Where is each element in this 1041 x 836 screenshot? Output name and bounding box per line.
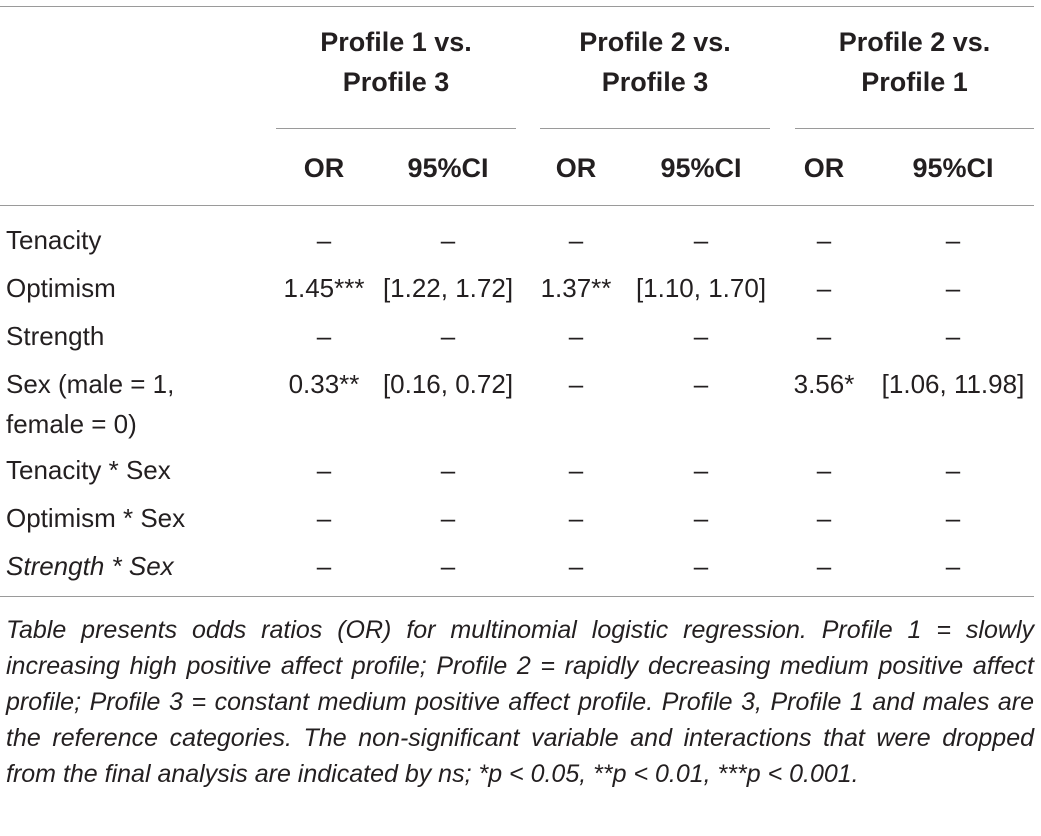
table-cell: – [440,225,456,255]
table-cell: [1.22, 1.72] [382,273,514,303]
row-label: Strength * Sex [6,551,174,581]
table-cell: – [945,503,961,533]
row-label: Tenacity * Sex [6,455,171,485]
row-label: Optimism * Sex [6,503,186,533]
table-cell: – [568,321,584,351]
table-cell: – [816,225,832,255]
subheader-or-3: OR [803,153,845,183]
table-cell: 1.37** [540,273,612,303]
subheader-ci-2: 95%CI [660,153,742,183]
table-cell: – [568,551,584,581]
table-cell: – [693,369,709,399]
table-cell: [1.10, 1.70] [635,273,767,303]
table-cell: – [316,551,332,581]
table-cell: – [945,225,961,255]
group-underline-2 [540,128,770,129]
table-cell: – [316,455,332,485]
table-cell: – [316,503,332,533]
table-cell: – [693,455,709,485]
table-cell: – [440,455,456,485]
row-label: Optimism [6,273,116,303]
group-header-line: Profile 1 [861,67,968,97]
table-top-rule [0,6,1034,7]
table-cell: – [568,455,584,485]
table-cell: – [945,455,961,485]
row-label [6,364,174,444]
group-underline-3 [795,128,1034,129]
subheader-or-2: OR [555,153,597,183]
group-header-line: Profile 2 vs. [838,27,991,57]
table-cell: – [816,455,832,485]
table-cell: – [440,503,456,533]
subheader-ci-3: 95%CI [912,153,994,183]
table-cell: – [693,551,709,581]
table-cell: – [816,503,832,533]
table-cell: [1.06, 11.98] [881,369,1025,399]
table-cell: – [316,321,332,351]
header-bottom-rule [0,205,1034,206]
group-header-profile1-vs-profile3 [276,22,516,102]
subheader-ci-1: 95%CI [407,153,489,183]
table-cell: – [693,321,709,351]
table-cell: – [316,225,332,255]
table-cell: – [945,321,961,351]
row-label: Tenacity [6,225,102,255]
group-header-line: Profile 3 [601,67,709,97]
group-header-line: Profile 3 [342,67,450,97]
row-label: Strength [6,321,105,351]
table-cell: – [568,369,584,399]
table-cell: – [816,273,832,303]
table-cell: [0.16, 0.72] [382,369,514,399]
table-cell: – [568,225,584,255]
group-header-line: Profile 2 vs. [579,27,731,57]
row-label-line: female = 0) [6,409,137,439]
group-header-profile2-vs-profile3 [540,22,770,102]
table-cell: – [945,273,961,303]
group-underline-1 [276,128,516,129]
group-header-profile2-vs-profile1 [795,22,1034,102]
table-cell: – [693,503,709,533]
table-cell: – [568,503,584,533]
row-label-line: Sex (male = 1, [6,369,175,399]
table-footnote: Table presents odds ratios (OR) for multinomial logistic regression. Profile 1 = slowly increasing high positive affect profile; Profile 2 = rapidly decreasing medium positive affect profile; Profile 3 = constant medium positive affect profile. Profile 3, Profile 1 and males are the reference categories. The non-significant variable and interactions that were dropped from the final analysis are indicated by ns; *p < 0.05, **p < 0.01, ***p < 0.001. [6,616,1034,788]
table-cell: – [693,225,709,255]
subheader-or-1: OR [303,153,345,183]
table-cell: 1.45*** [283,273,365,303]
group-header-line: Profile 1 vs. [320,27,472,57]
body-bottom-rule [0,596,1034,597]
table-cell: – [440,551,456,581]
table-cell: – [440,321,456,351]
table-cell: – [945,551,961,581]
table-cell: 0.33** [288,369,360,399]
table-cell: 3.56* [793,369,855,399]
table-cell: – [816,551,832,581]
table-cell: – [816,321,832,351]
